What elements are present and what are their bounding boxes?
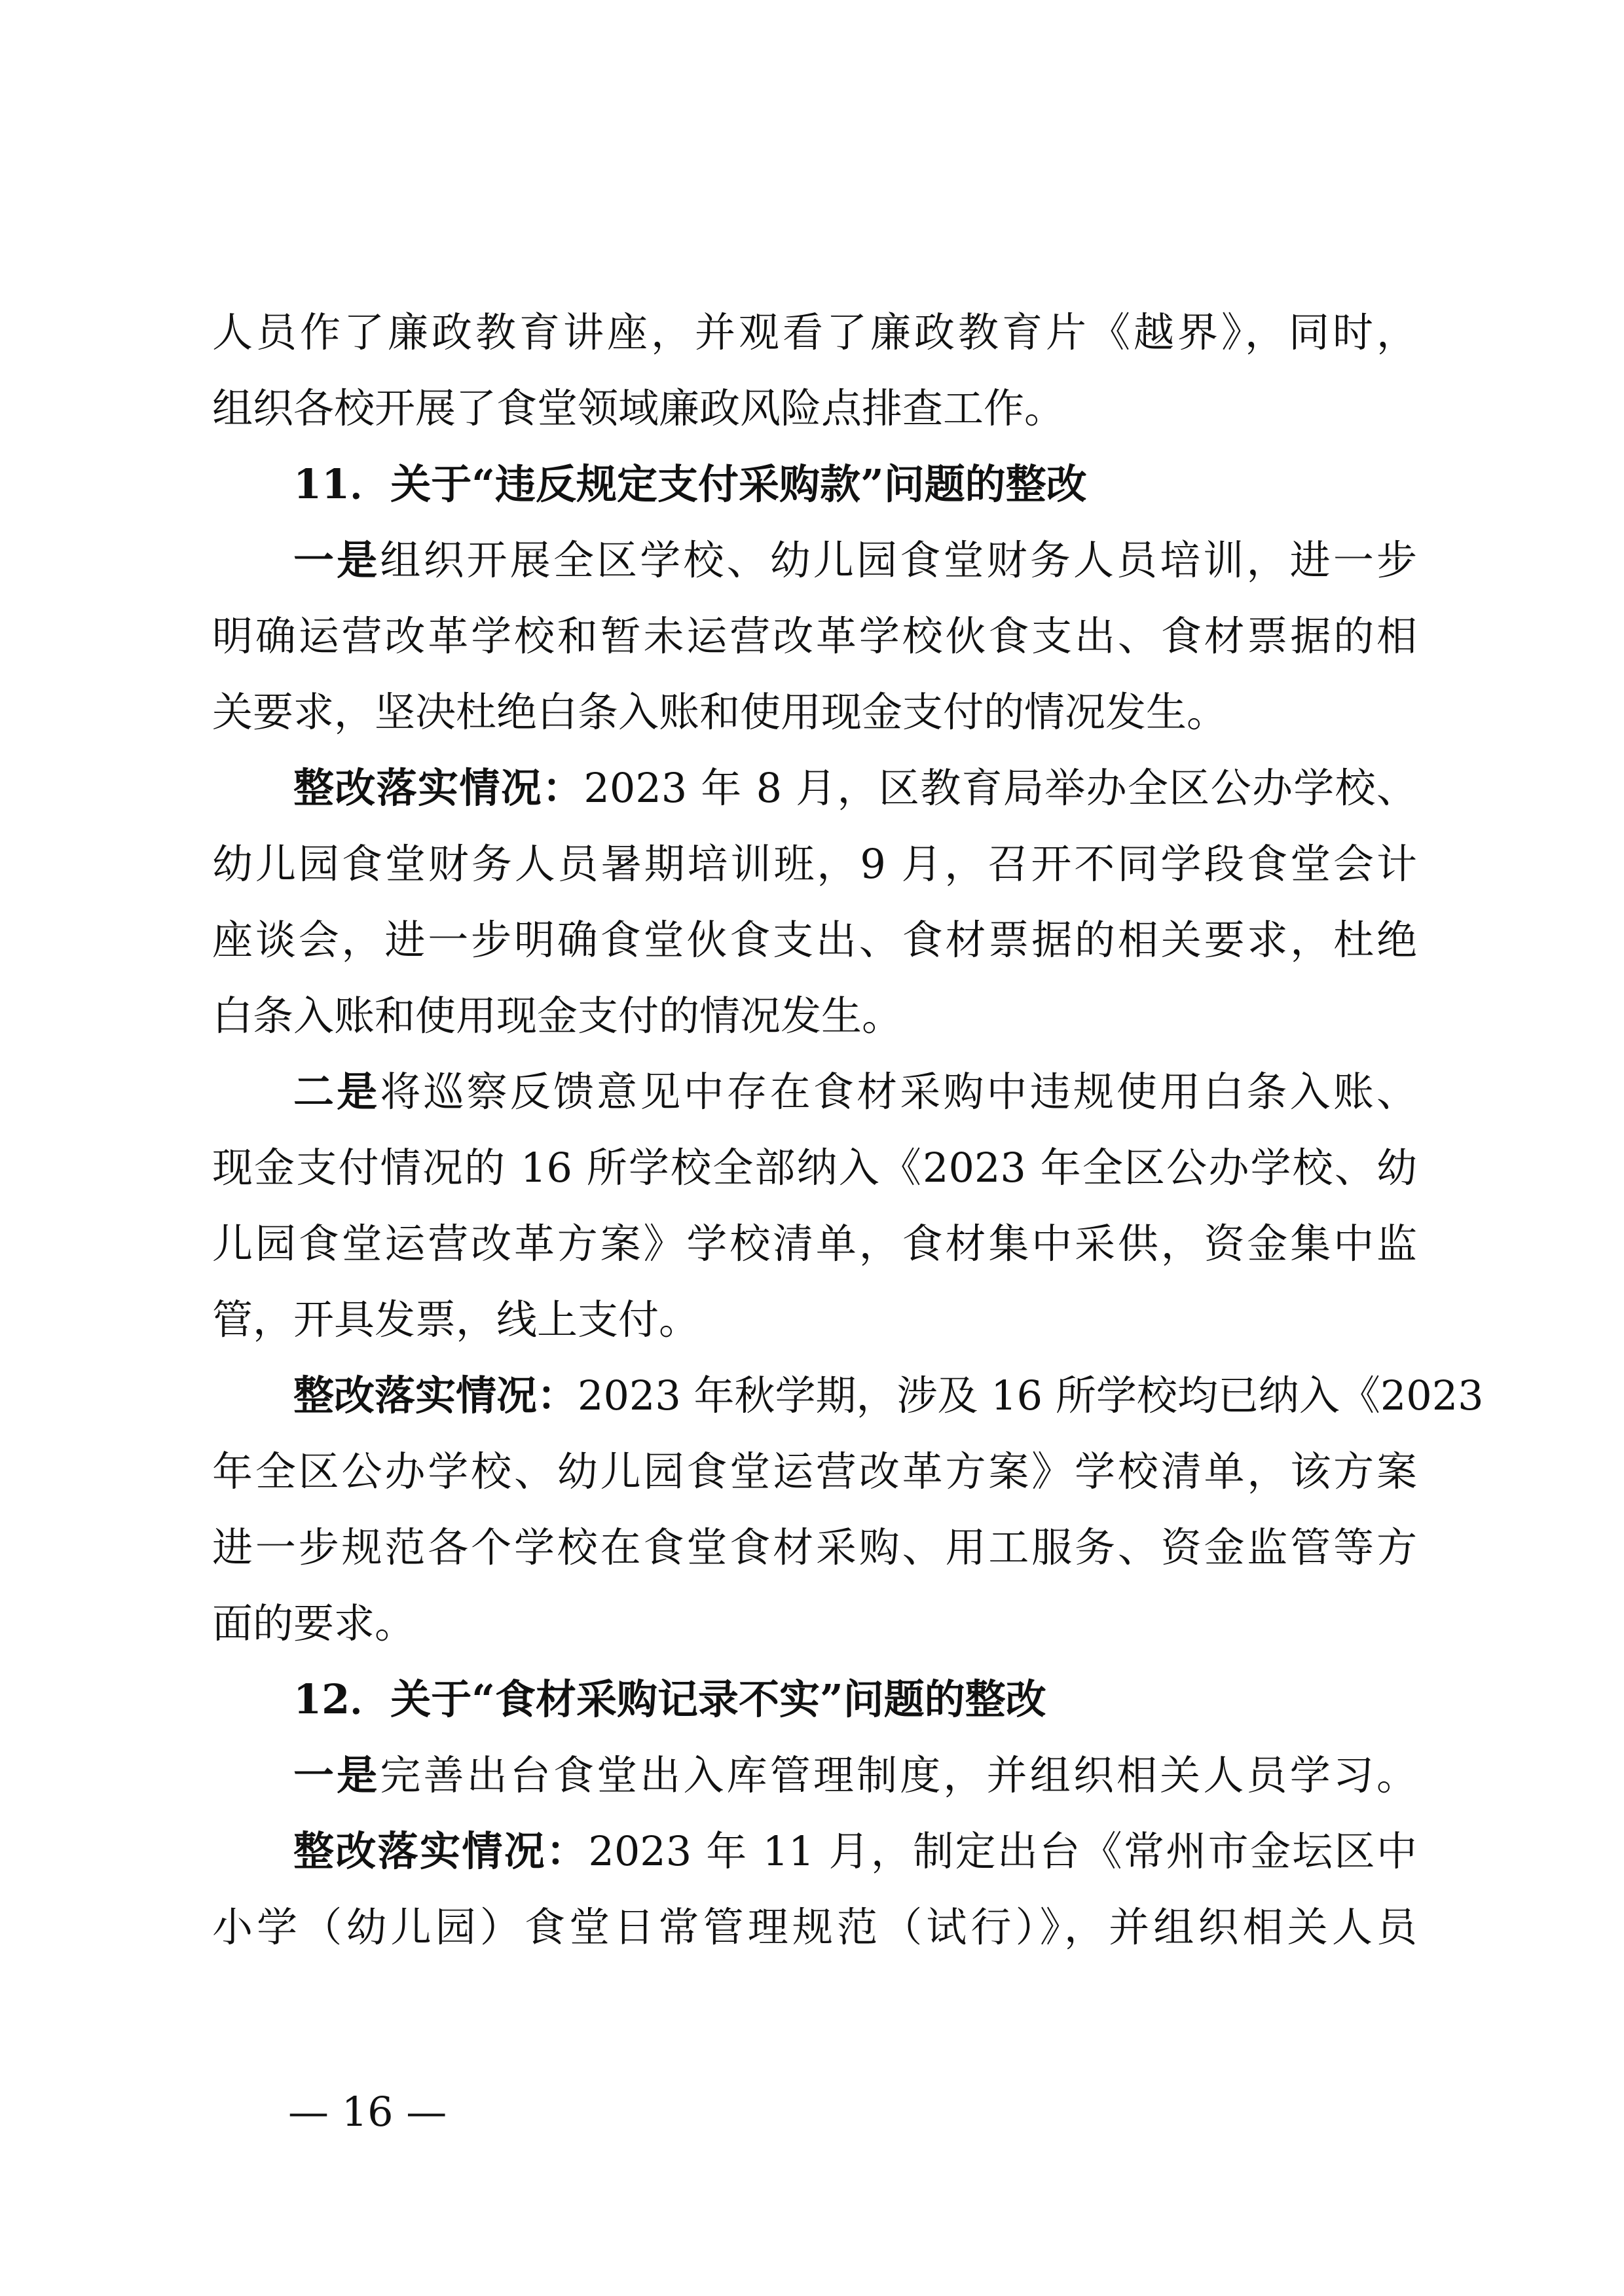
- line-text: 小学（幼儿园）食堂日常管理规范（试行）》，并组织相关人员: [212, 1903, 1417, 1951]
- line-text: 白条入账和使用现金支付的情况发生。: [212, 992, 903, 1040]
- body-line-21: [212, 1813, 1417, 1889]
- body-line-16: [212, 1434, 1417, 1510]
- line-text: 组织各校开展了食堂领域廉政风险点排查工作。: [212, 384, 1065, 432]
- line-text: 面的要求。: [212, 1599, 416, 1647]
- body-line-15: [212, 1358, 1484, 1434]
- body-line-1: [212, 295, 1417, 371]
- lead-text: 整改落实情况：: [293, 764, 584, 812]
- line-text: 现金支付情况的 16 所学校全部纳入《2023 年全区公办学校、幼: [212, 1144, 1417, 1192]
- body-line-10: [212, 978, 1417, 1054]
- body-line-8: [212, 826, 1417, 902]
- line-text: 人员作了廉政教育讲座，并观看了廉政教育片《越界》，同时，: [212, 308, 1417, 356]
- line-text: 座谈会，进一步明确食堂伙食支出、食材票据的相关要求，杜绝: [212, 916, 1417, 964]
- body-line-14: [212, 1282, 1417, 1358]
- body-line-22: [212, 1889, 1417, 1965]
- body-line-6: [212, 674, 1417, 750]
- lead-text: 一是: [293, 1751, 380, 1799]
- line-text: 关要求，坚决杜绝白条入账和使用现金支付的情况发生。: [212, 688, 1228, 736]
- heading-text: 12．关于“食材采购记录不实”问题的整改: [293, 1675, 1046, 1723]
- line-text: 2023 年 11 月，制定出台《常州市金坛区中: [588, 1827, 1417, 1875]
- line-text: 组织开展全区学校、幼儿园食堂财务人员培训，进一步: [380, 536, 1417, 584]
- section-heading-12: [212, 1662, 1417, 1738]
- lead-text: 一是: [293, 536, 380, 584]
- lead-text: 整改落实情况：: [293, 1372, 578, 1419]
- heading-text: 11．关于“违反规定支付采购款”问题的整改: [293, 460, 1087, 508]
- line-text: 管，开具发票，线上支付。: [212, 1296, 700, 1343]
- body-line-7: [212, 750, 1417, 826]
- line-text: 完善出台食堂出入库管理制度，并组织相关人员学习。: [380, 1751, 1417, 1799]
- line-text: 将巡察反馈意见中存在食材采购中违规使用白条入账、: [380, 1068, 1417, 1116]
- body-line-5: [212, 598, 1417, 674]
- body-line-17: [212, 1510, 1417, 1586]
- body-line-11: [212, 1054, 1417, 1130]
- body-line-13: [212, 1206, 1417, 1282]
- line-text: 儿园食堂运营改革方案》学校清单，食材集中采供，资金集中监: [212, 1220, 1417, 1267]
- lead-text: 二是: [293, 1068, 380, 1116]
- body-line-4: [212, 522, 1417, 598]
- page-body: [212, 295, 1484, 1965]
- lead-text: 整改落实情况：: [293, 1827, 589, 1875]
- body-line-2: [212, 371, 1417, 446]
- line-text: 年全区公办学校、幼儿园食堂运营改革方案》学校清单，该方案: [212, 1448, 1417, 1495]
- body-line-20: [212, 1738, 1417, 1813]
- body-line-9: [212, 902, 1417, 978]
- body-line-12: [212, 1130, 1417, 1206]
- line-text: 幼儿园食堂财务人员暑期培训班，9 月，召开不同学段食堂会计: [212, 840, 1417, 888]
- line-text: 进一步规范各个学校在食堂食材采购、用工服务、资金监管等方: [212, 1523, 1417, 1571]
- body-line-18: [212, 1586, 1417, 1662]
- page-number: — 16 —: [288, 2088, 447, 2136]
- line-text: 明确运营改革学校和暂未运营改革学校伙食支出、食材票据的相: [212, 612, 1417, 660]
- section-heading-11: [212, 446, 1417, 522]
- line-text: 2023 年秋学期，涉及 16 所学校均已纳入《2023: [578, 1372, 1484, 1419]
- line-text: 2023 年 8 月，区教育局举办全区公办学校、: [583, 764, 1417, 812]
